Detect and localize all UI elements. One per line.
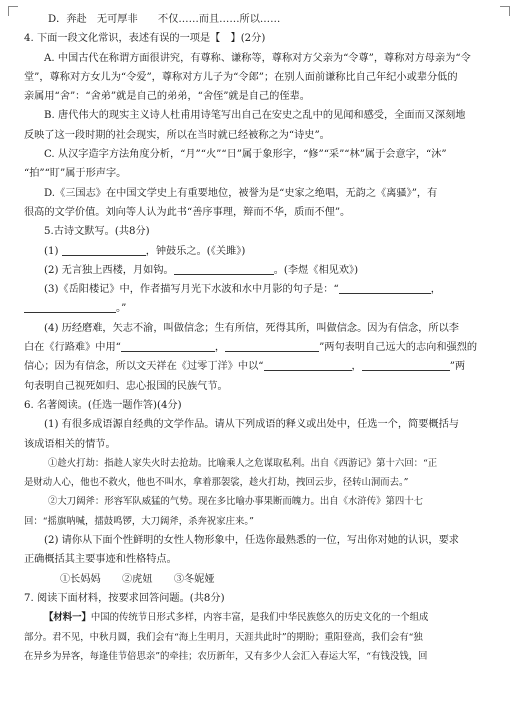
q5-1-number: (1) — [44, 245, 59, 257]
q5-4-line2 — [24, 338, 494, 357]
answer-blank-2[interactable] — [174, 262, 274, 275]
q5-4-comma-a: ， — [214, 342, 226, 354]
q5-4-text-d: ”两 — [449, 361, 466, 373]
q4-option-d-line2: 很高的文学价值。刘向等人认为此书“善序事理，辩而不华，质而不俚”。 — [24, 206, 351, 218]
q7-stem: 7. 阅读下面材料，按要求回答问题。(共8分) — [24, 592, 225, 604]
q5-4-comma-b: ， — [351, 361, 362, 373]
q6-part2-line2: 正确概括其主要事迹和性格特点。 — [24, 554, 177, 566]
answer-blank-3a[interactable] — [339, 281, 431, 294]
q4-option-a-line3: 亲属用“舍”：“舍弟”就是自己的弟弟，“舍侄”就是自己的侄辈。 — [24, 91, 310, 103]
q6-part1-line1: (1) 有很多成语源自经典的文学作品。请从下列成语的释义或出处中，任选一个，简要概括与 — [44, 419, 459, 431]
q5-4-line3 — [24, 357, 494, 376]
q6-stem: 6. 名著阅读。(任选一题作答)(4分) — [24, 399, 182, 411]
answer-blank-4c[interactable] — [264, 358, 352, 371]
q6-item1-line1: ①趁火打劫：指趁人家失火时去抢劫。比喻乘人之危谋取私利。出自《西游记》第十六回：“正 — [48, 457, 438, 469]
q4-option-c-line1: C. 从汉字造字方法角度分析，“月”“火”“日”属于象形字，“修”“采”“林”属于会意字，“沐” — [44, 149, 447, 161]
q5-4-line1: (4) 历经磨难，矢志不渝，叫做信念；生有所信，死得其所，叫做信念。因为有信念，所以李 — [44, 322, 459, 334]
q4-option-d-line1: D.《三国志》在中国文学史上有重要地位，被誉为是“史家之绝唱，无韵之《离骚》”，有 — [44, 187, 438, 199]
answer-blank-4b[interactable] — [225, 339, 319, 352]
q6-option-2: ②虎妞 — [122, 573, 153, 585]
q4-option-b-line1: B. 唐代伟大的现实主义诗人杜甫用诗笔写出自己在安史之乱中的见闻和感受，全面而又深刻地 — [44, 110, 466, 122]
q5-line3-cont — [24, 299, 494, 318]
q4-option-c-line2: “拍”“盯”属于形声字。 — [24, 168, 127, 180]
q5-3-end: 。” — [116, 303, 127, 315]
crop-mark-left — [8, 6, 18, 16]
answer-blank-1[interactable] — [62, 243, 146, 256]
q5-4-text-c: 信心；因为有信念，所以文天祥在《过零丁洋》中以“ — [24, 361, 264, 373]
q7-material-line1 — [24, 608, 494, 627]
material-label: 【材料一】 — [44, 612, 91, 624]
q5-3-text: (3)《岳阳楼记》中，作者描写月光下水波和水中月影的句子是：“ — [44, 284, 339, 296]
q4-option-b-line2: 反映了这一段时期的社会现实，所以在当时就已经被称之为“诗史”。 — [24, 129, 330, 141]
q6-part2-line1: (2) 请你从下面个性鲜明的女性人物形象中，任选你最熟悉的一位，写出你对她的认识，要求 — [44, 535, 459, 547]
q6-options — [24, 570, 494, 589]
q6-option-1: ①长妈妈 — [60, 573, 101, 585]
q5-2-text: (2) 无言独上西楼，月如钩。 — [44, 264, 174, 276]
crop-mark-right — [500, 6, 510, 16]
q6-part1-line2: 该成语相关的情节。 — [24, 438, 116, 450]
q5-line3 — [24, 280, 494, 299]
answer-blank-4d[interactable] — [362, 358, 450, 371]
q4-option-a-line2: 堂”，尊称对方女儿为“令爱”，尊称对方儿子为“令郎”；在别人面前谦称比自己年纪小或辈分低的 — [24, 71, 458, 83]
q5-line2 — [24, 261, 494, 280]
q5-3-comma: ， — [430, 284, 441, 296]
q3-option-d: D．奔赴 无可厚非 不仅……而且……所以…… — [48, 14, 281, 25]
q7-material-line2: 部分。君不见，中秋月圆，我们会有“海上生明月，天涯共此时”的期盼；重阳登高，我们会有“独 — [24, 631, 423, 643]
q5-line1 — [24, 242, 494, 261]
q7-material-text1: 中国的传统节日形式多样，内容丰富，是我们中华民族悠久的历史文化的一个组成 — [90, 612, 429, 624]
q5-4-line4: 句表明自己视死如归、忠心报国的民族气节。 — [24, 380, 228, 392]
q5-4-text-b: ”两句表明自己远大的志向和强烈的 — [319, 342, 478, 354]
q5-stem: 5.古诗文默写。(共8分) — [44, 226, 150, 238]
q5-4-text-a: 白在《行路难》中用“ — [24, 342, 121, 354]
q4-option-a-line1: A. 中国古代在称谓方面很讲究，有尊称、谦称等，尊称对方父亲为“令尊”，尊称对方母亲为“令 — [44, 52, 471, 64]
answer-blank-4a[interactable] — [121, 339, 215, 352]
q5-1-text: ，钟鼓乐之。(《关雎》) — [145, 245, 246, 257]
q6-option-3: ③冬妮娅 — [173, 573, 215, 585]
q6-item2-line2: 回：“摇旗呐喊，擂鼓鸣锣，大刀阔斧，杀奔祝家庄来。” — [24, 515, 254, 527]
q6-item2-line1: ②大刀阔斧：形容军队威猛的气势。现在多比喻办事果断而魄力。出自《水浒传》第四十七 — [48, 496, 424, 508]
q6-item1-line2: 是财动人心，他也不救火，他也不叫水，拿着那袈裟，趁火打劫，拽回云步，径转山洞而去。” — [24, 477, 409, 489]
q4-stem: 4. 下面一段文化常识，表述有误的一项是【 】(2分) — [24, 33, 266, 45]
q7-material-line3: 在异乡为异客，每逢佳节倍思亲”的牵挂；农历新年，又有多少人会汇入春运大军，“有钱没钱，回 — [24, 650, 428, 662]
q5-2-source: 。(李煜《相见欢》) — [273, 264, 359, 276]
answer-blank-3b[interactable] — [24, 300, 116, 313]
